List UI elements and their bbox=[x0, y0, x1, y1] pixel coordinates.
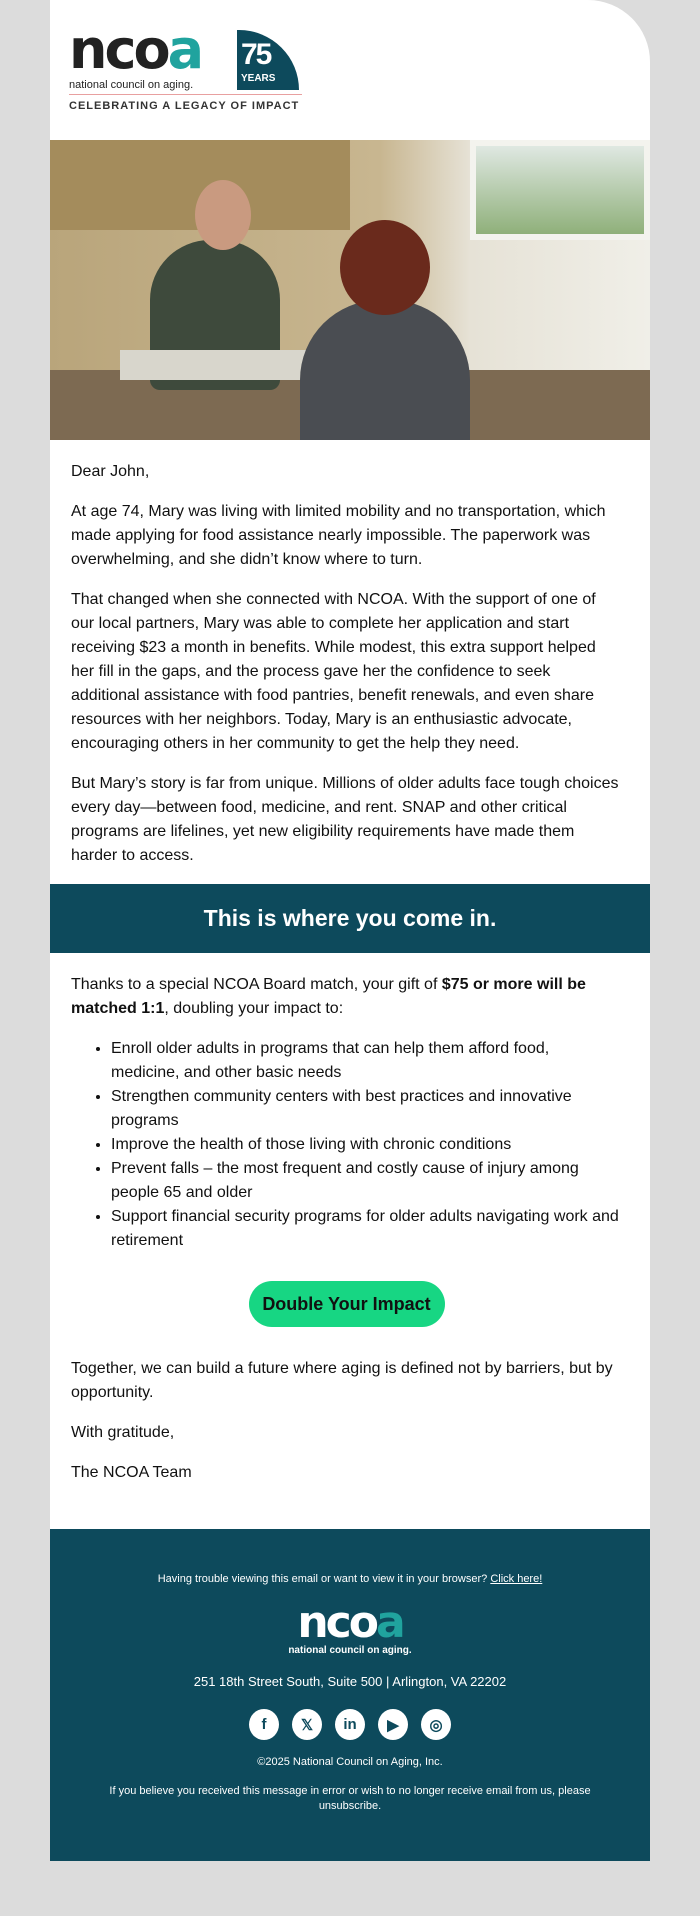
logo-wordmark bbox=[69, 18, 202, 81]
section-banner: This is where you come in. bbox=[50, 884, 650, 953]
double-your-impact-button[interactable]: Double Your Impact bbox=[249, 1281, 445, 1327]
letter-body bbox=[50, 440, 650, 868]
logo-text: nco bbox=[69, 18, 168, 81]
client-figure bbox=[300, 300, 470, 440]
match-bold: $75 or more will be matched 1:1 bbox=[71, 976, 586, 1017]
address: 251 18th Street South, Suite 500 | Arlington, VA 22202 bbox=[193, 1674, 507, 1689]
paragraph: But Mary’s story is far from unique. Millions of older adults face tough choices every day—between food, medicine, and rent. SNAP and other critical programs are lifelines, yet new eligibility requirements have made them harder to access. bbox=[71, 775, 619, 864]
window bbox=[470, 140, 650, 240]
email-header bbox=[50, 0, 650, 140]
sign-off: With gratitude, bbox=[71, 1424, 175, 1441]
footer-logo-subtitle: national council on aging. bbox=[288, 1645, 412, 1656]
copyright: ©2025 National Council on Aging, Inc. bbox=[257, 1756, 443, 1768]
list-item: • Strengthen community centers with best practices and innovative programs bbox=[111, 1085, 622, 1133]
logo-subtitle: national council on aging. bbox=[69, 79, 194, 91]
paragraph: At age 74, Mary was living with limited mobility and no transportation, which made applying for food assistance nearly impossible. The paperwork was overwhelming, and she didn’t know where to turn. bbox=[71, 503, 606, 568]
volunteer-head bbox=[195, 180, 251, 250]
footer-logo-accent: a bbox=[375, 1597, 403, 1648]
youtube-icon[interactable]: ▶ bbox=[378, 1709, 408, 1740]
click-here-link[interactable]: Click here! bbox=[490, 1573, 543, 1585]
closing-paragraph: Together, we can build a future where aging is defined not by barriers, but by opportunity. bbox=[71, 1360, 613, 1401]
match-paragraph bbox=[71, 973, 622, 1021]
list-item: • Prevent falls – the most frequent and costly cause of injury among people 65 and older bbox=[111, 1157, 622, 1205]
badge-years: YEARS bbox=[241, 73, 276, 84]
greeting: Dear John, bbox=[71, 463, 150, 480]
list-item: • Enroll older adults in programs that can help them afford food, medicine, and other basic needs bbox=[111, 1037, 622, 1085]
signature: The NCOA Team bbox=[71, 1464, 192, 1481]
appeal-body bbox=[50, 953, 650, 1485]
unsubscribe-text[interactable]: If you believe you received this message in error or wish to no longer receive email from us, please unsubscribe. bbox=[109, 1785, 591, 1812]
trouble-text: Having trouble viewing this email or want to view it in your browser? bbox=[157, 1573, 491, 1585]
instagram-icon[interactable]: ◎ bbox=[421, 1709, 451, 1740]
email-footer bbox=[50, 1529, 650, 1861]
list-item: • Support financial security programs for older adults navigating work and retirement bbox=[111, 1205, 622, 1253]
impact-list bbox=[71, 1037, 622, 1253]
logo-accent: a bbox=[167, 18, 202, 81]
footer-logo-wordmark bbox=[280, 1597, 420, 1648]
hero-photo bbox=[50, 140, 650, 440]
match-text: Thanks to a special NCOA Board match, your gift of bbox=[71, 976, 442, 993]
social-links bbox=[50, 1709, 650, 1740]
linkedin-icon[interactable]: in bbox=[335, 1709, 365, 1740]
client-head bbox=[340, 220, 430, 315]
paragraph: That changed when she connected with NCOA. With the support of one of our local partners, Mary was able to complete her application and start receiving $23 a month in benefits. While modest, this extra support helped her fill in the gaps, and the process gave her the confidence to seek additional assistance with food pantries, benefit renewals, and even share resources with her neighbors. Today, Mary is an enthusiastic advocate, encouraging others in her community to get the help they need. bbox=[71, 591, 596, 752]
email-card bbox=[50, 0, 650, 1861]
cta-wrapper bbox=[71, 1281, 622, 1327]
tagline: CELEBRATING A LEGACY OF IMPACT bbox=[69, 94, 302, 112]
list-item: • Improve the health of those living with chronic conditions bbox=[111, 1133, 622, 1157]
footer-logo[interactable] bbox=[280, 1597, 420, 1656]
footer-logo-text: nco bbox=[297, 1597, 376, 1648]
view-in-browser bbox=[50, 1573, 650, 1585]
facebook-icon[interactable]: f bbox=[249, 1709, 279, 1740]
x-icon[interactable]: 𝕏 bbox=[292, 1709, 322, 1740]
match-text-end: , doubling your impact to: bbox=[164, 1000, 344, 1017]
badge-number: 75 bbox=[241, 38, 271, 71]
